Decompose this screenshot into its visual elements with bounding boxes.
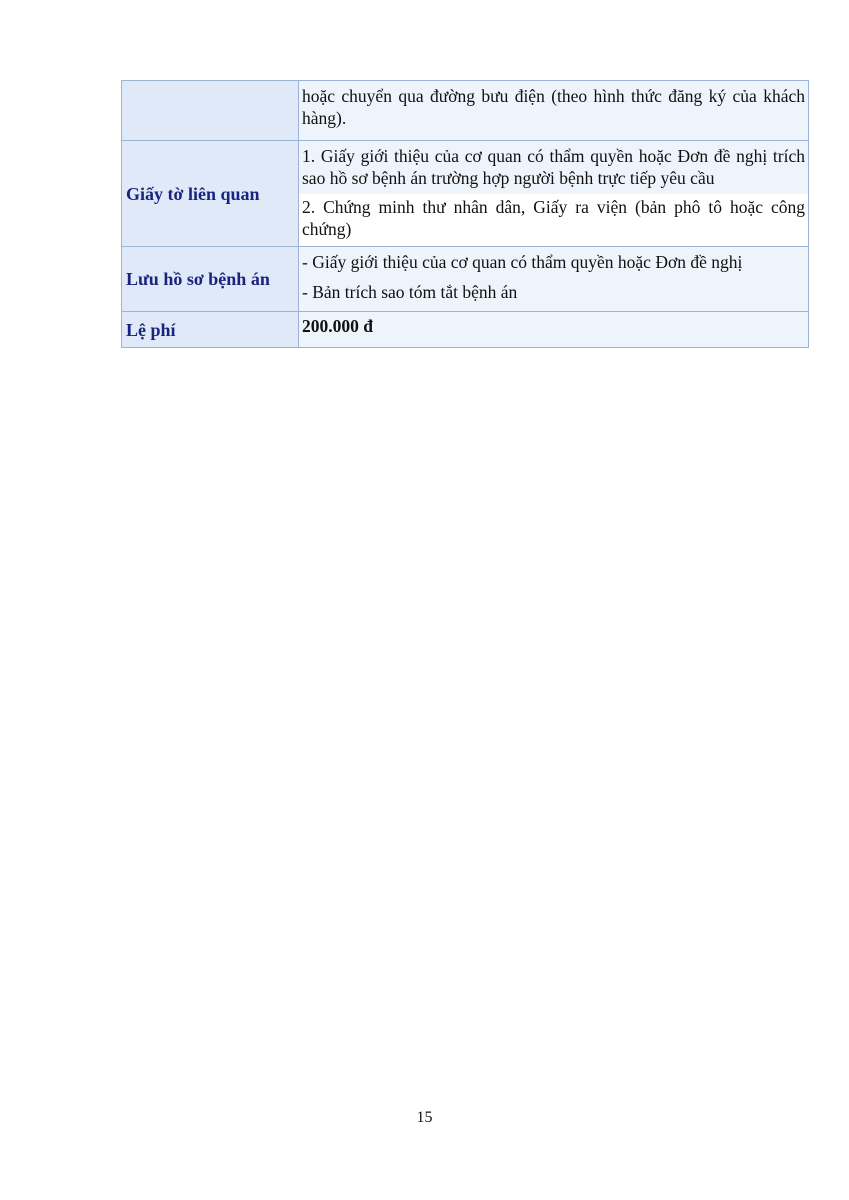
record-storage-label: Lưu hồ sơ bệnh án: [126, 269, 270, 289]
row-label-cell: [122, 312, 299, 348]
table-row: [122, 247, 809, 312]
table-row: [122, 141, 809, 247]
row-content-cell: [299, 141, 809, 247]
row-label-cell: [122, 247, 299, 312]
table-row: [122, 81, 809, 141]
related-document-item: 2. Chứng minh thư nhân dân, Giấy ra viện (bản phô tô hoặc công chứng): [299, 194, 808, 246]
row-content-cell: [299, 247, 809, 312]
row-content-cell: [299, 312, 809, 348]
fee-label: Lệ phí: [126, 319, 176, 340]
row-label-cell: [122, 141, 299, 247]
fee-amount: 200.000 đ: [299, 312, 808, 337]
procedure-table: [121, 80, 809, 348]
record-storage-item: - Giấy giới thiệu của cơ quan có thẩm quyền hoặc Đơn đề nghị: [299, 247, 808, 279]
page-number: 15: [416, 1109, 433, 1126]
table-row: [122, 312, 809, 348]
delivery-method-text: hoặc chuyển qua đường bưu điện (theo hình thức đăng ký của khách hàng).: [299, 81, 808, 132]
row-label-cell: [122, 81, 299, 141]
record-storage-item: - Bản trích sao tóm tắt bệnh án: [299, 279, 808, 311]
related-document-item: 1. Giấy giới thiệu của cơ quan có thẩm quyền hoặc Đơn đề nghị trích sao hồ sơ bệnh án trường hợp người bệnh trực tiếp yêu cầu: [299, 141, 808, 194]
row-content-cell: [299, 81, 809, 141]
related-documents-label: Giấy tờ liên quan: [126, 183, 260, 204]
